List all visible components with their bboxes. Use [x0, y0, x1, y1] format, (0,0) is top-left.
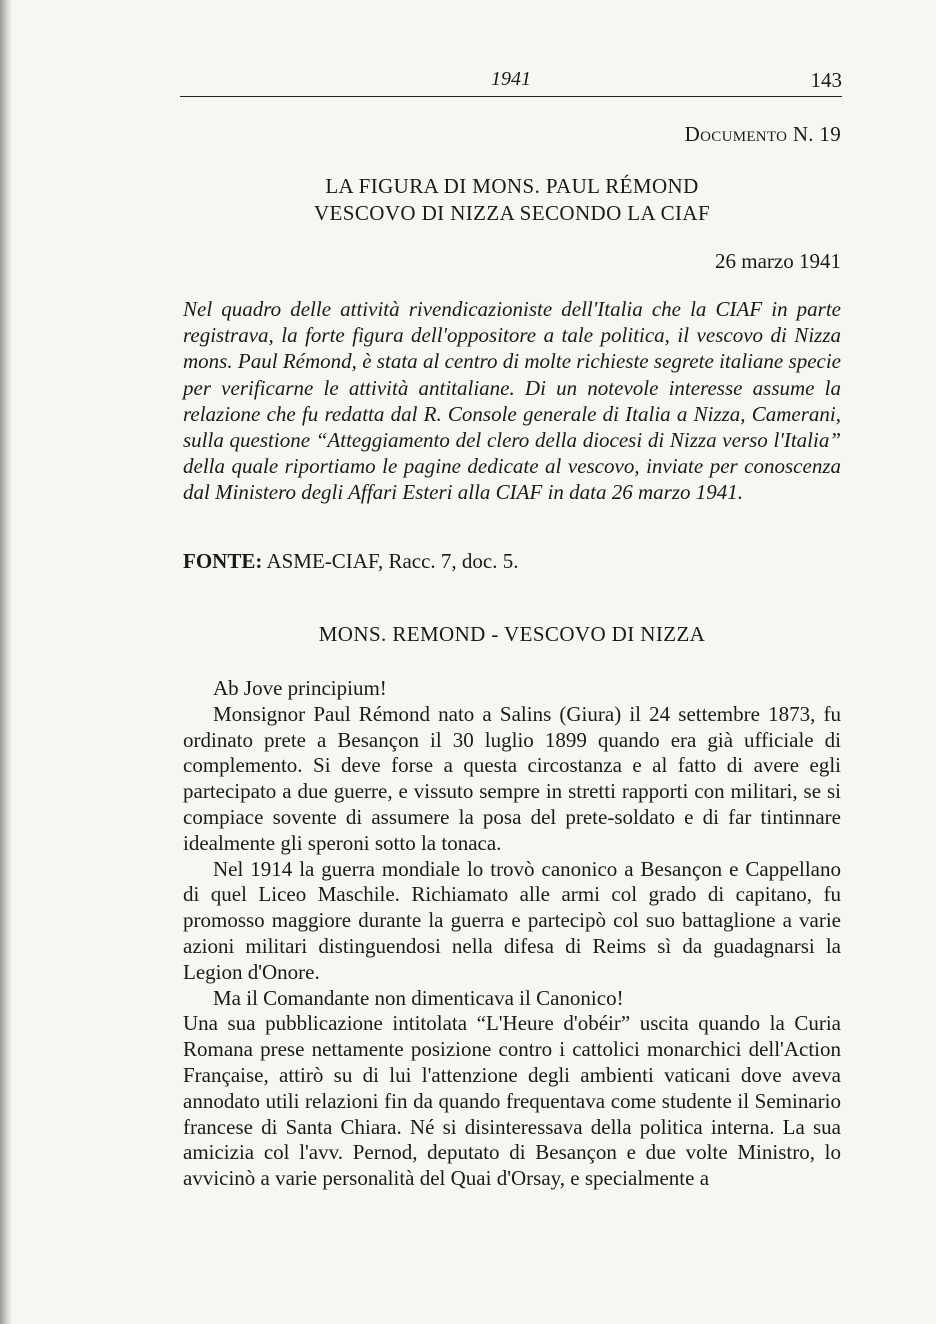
editorial-abstract: Nel quadro delle attività rivendicazioniste dell'Italia che la CIAF in parte registrava, la forte figura dell'oppositore a tale politica, il vescovo di Nizza mons. Paul Rémond, è stata al centro di molte richieste segrete italiane specie per verificarne le attività antitaliane. Di un notevole interesse assume la relazione che fu redatta dal R. Console generale di Italia a Nizza, Camerani, sulla questione “Atteggiamento del clero della diocesi di Nizza verso l'Italia” della quale riportiamo le pagine dedicate al vescovo, inviate per conoscenza dal Ministero degli Affari Esteri alla CIAF in data 26 marzo 1941.: [183, 297, 841, 505]
paragraph: Ab Jove principium!: [213, 676, 387, 700]
binding-edge-shadow: [0, 0, 12, 1324]
paragraph: Una sua pubblicazione intitolata “L'Heure d'obéir” uscita quando la Curia Romana prese nettamente posizione contro i cattolici monarchici dell'Action Française, attirò su di lui l'attenzione degli ambienti vaticani dove aveva annodato utili relazioni fin da quando frequentava come studente il Seminario francese di Santa Chiara. Né si disinteressava della politica interna. La sua amicizia col l'avv. Pernod, deputato di Besançon e due volte Ministro, lo avvicinò a varie personalità del Quai d'Orsay, e specialmente a: [183, 1011, 841, 1191]
paragraph: Monsignor Paul Rémond nato a Salins (Giura) il 24 settembre 1873, fu ordinato prete a Besançon il 30 luglio 1899 quando era già ufficiale di complemento. Si deve forse a questa circostanza e al fatto di avere egli partecipato a due guerre, e vissuto sempre in stretti rapporti con militari, se si compiace sovente di assumere la posa del prete-soldato e di far tintinnare idealmente gli speroni sotto la tonaca.: [183, 701, 841, 855]
source-line: [183, 549, 841, 574]
paragraph: Ma il Comandante non dimenticava il Canonico!: [213, 985, 624, 1010]
title-line-1: LA FIGURA DI MONS. PAUL RÉMOND: [325, 174, 699, 198]
source-text: ASME-CIAF, Racc. 7, doc. 5.: [266, 549, 519, 573]
running-head: 1941: [491, 68, 531, 90]
title-line-2: VESCOVO DI NIZZA SECONDO LA CIAF: [313, 201, 711, 225]
page-number: 143: [810, 68, 842, 92]
page-header: [180, 66, 842, 97]
body-text: [183, 676, 841, 1192]
document-number: [183, 122, 841, 147]
document-label: Documento: [684, 122, 788, 146]
document-title: [183, 173, 841, 227]
document-number-value: N. 19: [792, 122, 841, 146]
document-date: 26 marzo 1941: [715, 249, 841, 273]
section-title: MONS. REMOND - VESCOVO DI NIZZA: [318, 622, 706, 646]
paragraph: Nel 1914 la guerra mondiale lo trovò canonico a Besançon e Cappellano di quel Liceo Maschile. Richiamato alle armi col grado di capitano, fu promosso maggiore durante la guerra e partecipò col suo battaglione a varie azioni militari distinguendosi nella difesa di Reims sì da guadagnarsi la Legion d'Onore.: [183, 856, 841, 984]
source-label: FONTE:: [183, 549, 263, 573]
